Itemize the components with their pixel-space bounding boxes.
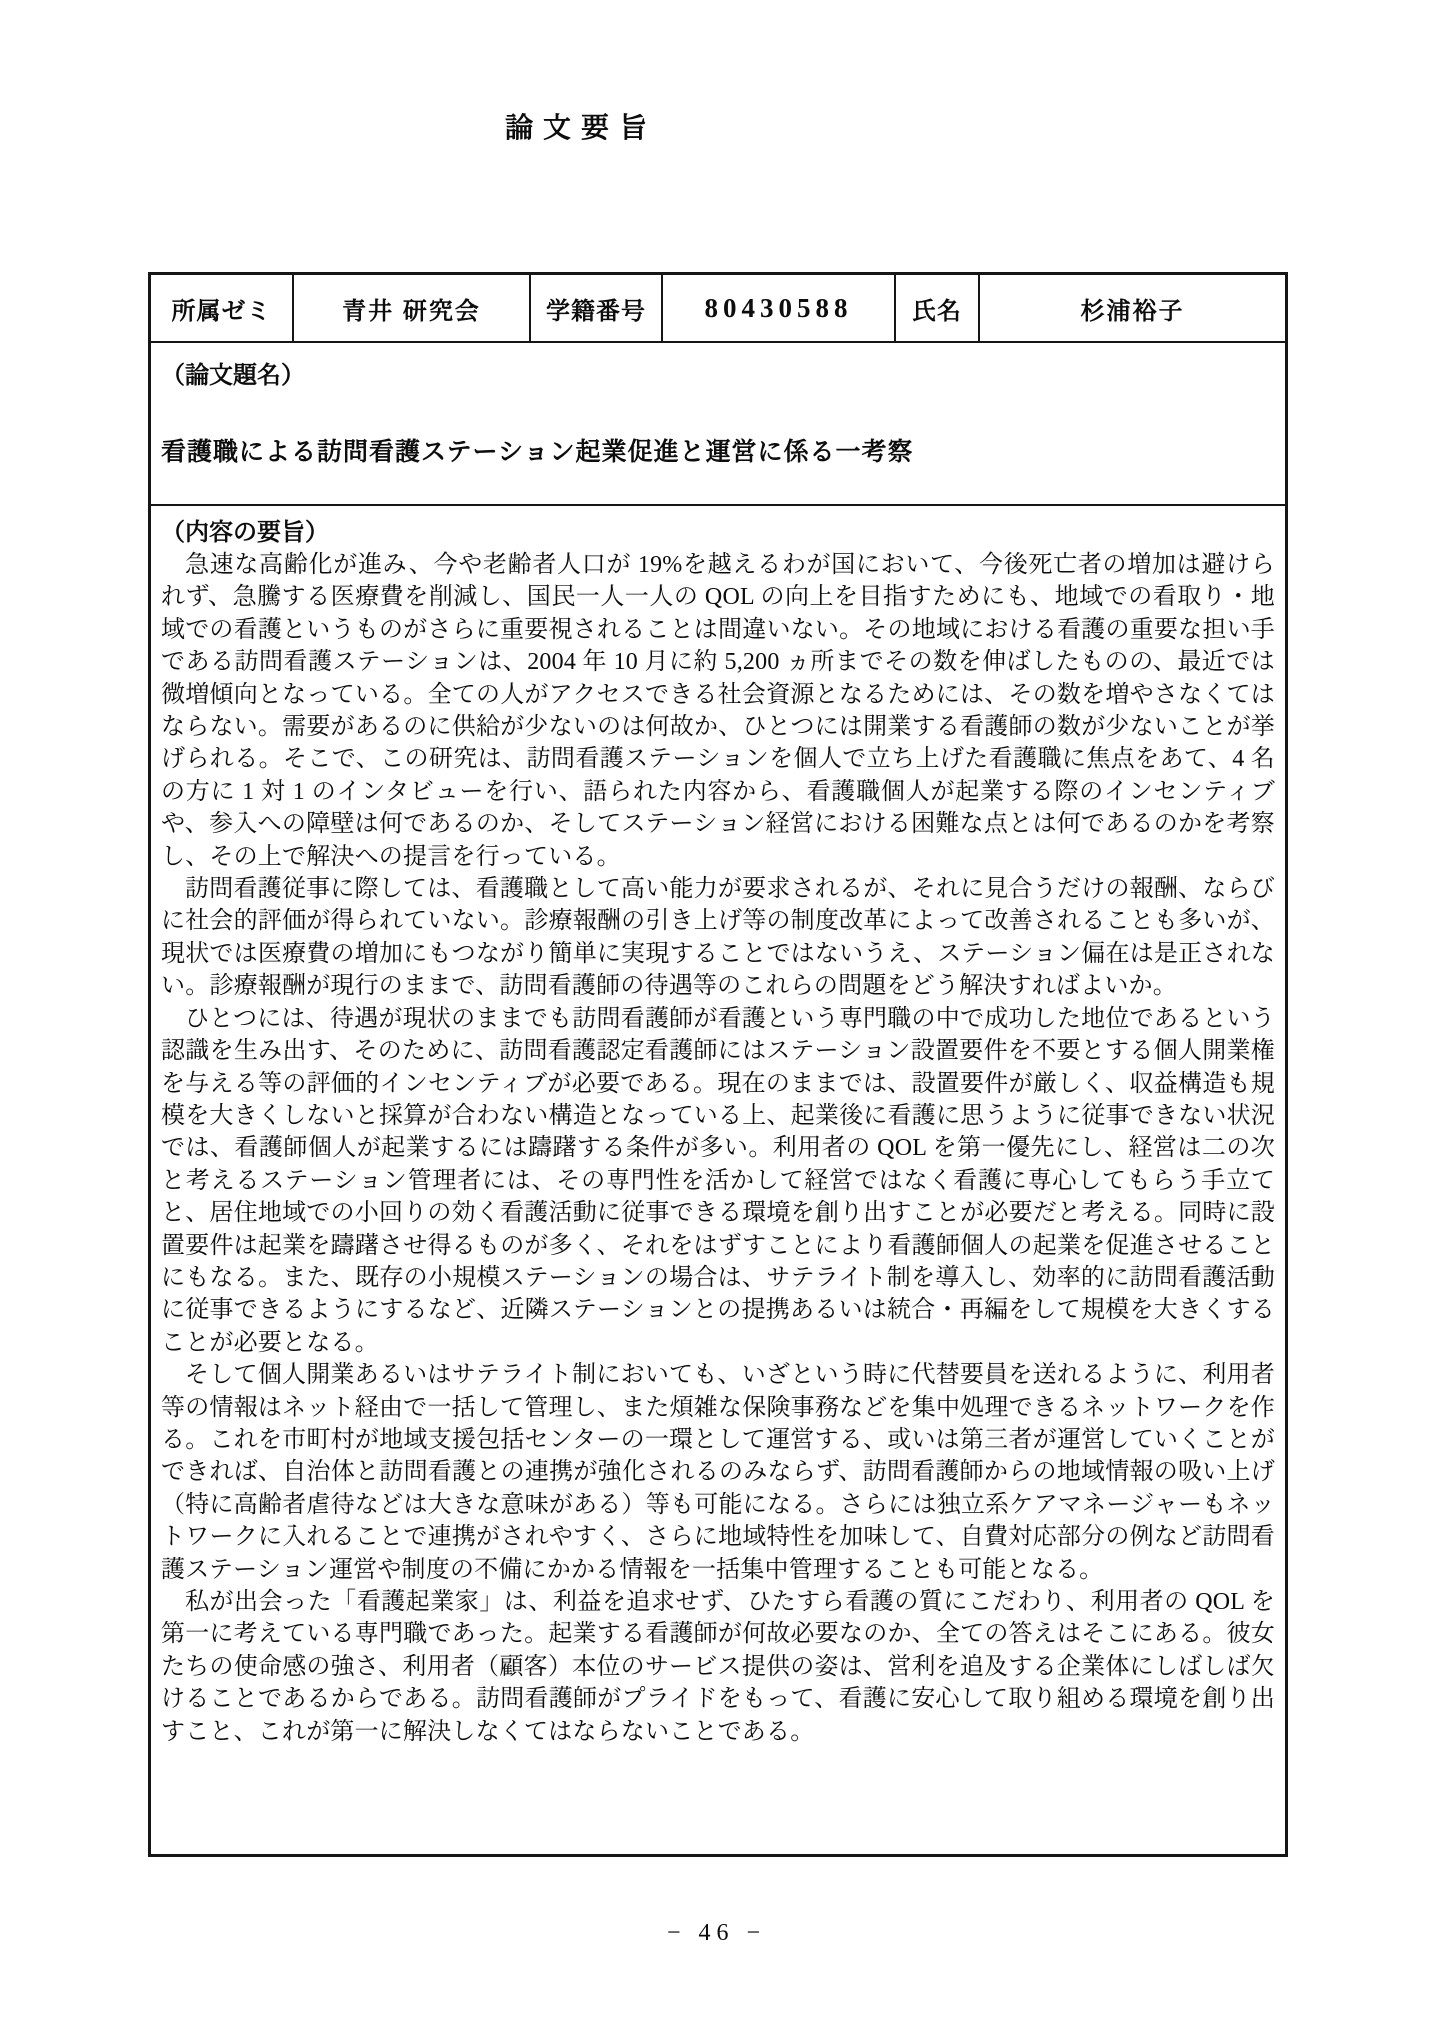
thesis-title-section-label: （論文題名） [161,362,305,389]
abstract-paragraph: 訪問看護従事に際しては、看護職として高い能力が要求されるが、それに見合うだけの報酬、ならびに社会的評価が得られていない。診療報酬の引き上げ等の制度改革によって改善されることも多いが、現状では医療費の増加にもつながり簡単に実現することではないうえ、ステーション偏在は是正されない。診療報酬が現行のままで、訪問看護師の待遇等のこれらの問題をどう解決すればよいか。 [161,876,1275,1000]
abstract-section-label: （内容の要旨） [161,519,329,546]
header-row [151,275,1285,343]
seminar-label-cell [151,275,294,341]
seminar-value-cell [294,275,531,341]
name-label: 氏名 [912,297,962,325]
abstract-paragraph: 急速な高齢化が進み、今や老齢者人口が 19%を越えるわが国において、今後死亡者の増加は避けられず、急騰する医療費を削減し、国民一人一人の QOL の向上を目指すためにも、地域での看取り・地域での看護というものがさらに重要視されることは間違いない。その地域における看護の重要な担い手である訪問看護ステーションは、2004 年 10 月に約 5,200 ヵ所までその数を伸ばしたものの、最近では微増傾向となっている。全ての人がアクセスできる社会資源となるためには、その数を増やさなくてはならない。需要があるのに供給が少ないのは何故か、ひとつには開業する看護師の数が少ないことが挙げられる。そこで、この研究は、訪問看護ステーションを個人で立ち上げた看護職に焦点をあて、4 名の方に 1 対 1 のインタビューを行い、語られた内容から、看護職個人が起業する際のインセンティブや、参入への障壁は何であるのか、そしてステーション経営における困難な点とは何であるのかを考察し、その上で解決への提言を行っている。 [161,552,1275,870]
page-number: − 46 − [666,1920,767,1946]
name-value-cell [980,275,1285,341]
abstract-form-table [148,272,1288,1857]
abstract-body [161,549,1275,1748]
student-id-value-cell [663,275,896,341]
abstract-paragraph: ひとつには、待遇が現状のままでも訪問看護師が看護という専門職の中で成功した地位であるという認識を生み出す、そのために、訪問看護認定看護師にはステーション設置要件を不要とする個人開業権を与える等の評価的インセンティブが必要である。現在のままでは、設置要件が厳しく、収益構造も規模を大きくしないと採算が合わない構造となっている上、起業後に看護に思うように従事できない状況では、看護師個人が起業するには躊躇する条件が多い。利用者の QOL を第一優先にし、経営は二の次と考えるステーション管理者には、その専門性を活かして経営ではなく看護に専心してもらう手立てと、居住地域での小回りの効く看護活動に従事できる環境を創り出すことが必要だと考える。同時に設置要件は起業を躊躇させ得るものが多く、それをはずすことにより看護師個人の起業を促進させることにもなる。また、既存の小規模ステーションの場合は、サテライト制を導入し、効率的に訪問看護活動に従事できるようにするなど、近隣ステーションとの提携あるいは統合・再編をして規模を大きくすることが必要となる。 [161,1005,1275,1356]
student-id-value: 80430588 [704,292,853,323]
abstract-section [151,506,1285,1854]
seminar-value: 青井 研究会 [342,297,481,325]
name-label-cell [896,275,980,341]
abstract-paragraph: そして個人開業あるいはサテライト制においても、いざという時に代替要員を送れるように、利用者等の情報はネット経由で一括して管理し、また煩雑な保険事務などを集中処理できるネットワークを作る。これを市町村が地域支援包括センターの一環として運営する、或いは第三者が運営していくことができれば、自治体と訪問看護との連携が強化されるのみならず、訪問看護師からの地域情報の吸い上げ（特に高齢者虐待などは大きな意味がある）等も可能になる。さらには独立系ケアマネージャーもネットワークに入れることで連携がされやすく、さらに地域特性を加味して、自費対応部分の例など訪問看護ステーション運営や制度の不備にかかる情報を一括集中管理することも可能となる。 [161,1362,1275,1583]
student-id-label: 学籍番号 [546,297,646,325]
abstract-paragraph: 私が出会った「看護起業家」は、利益を追求せず、ひたすら看護の質にこだわり、利用者の QOL を第一に考えている専門職であった。起業する看護師が何故必要なのか、全ての答えはそこにある。彼女たちの使命感の強さ、利用者（顧客）本位のサービス提供の姿は、営利を追及する企業体にしばしば欠けることであるからである。訪問看護師がプライドをもって、看護に安心して取り組める環境を創り出すこと、これが第一に解決しなくてはならないことである。 [161,1589,1275,1745]
thesis-title-section [151,343,1285,506]
name-value: 杉浦裕子 [1080,297,1185,325]
page-title: 論文要旨 [505,112,658,143]
student-id-label-cell [531,275,663,341]
seminar-label: 所属ゼミ [171,297,272,325]
thesis-title: 看護職による訪問看護ステーション起業促進と運営に係る一考察 [161,439,914,466]
